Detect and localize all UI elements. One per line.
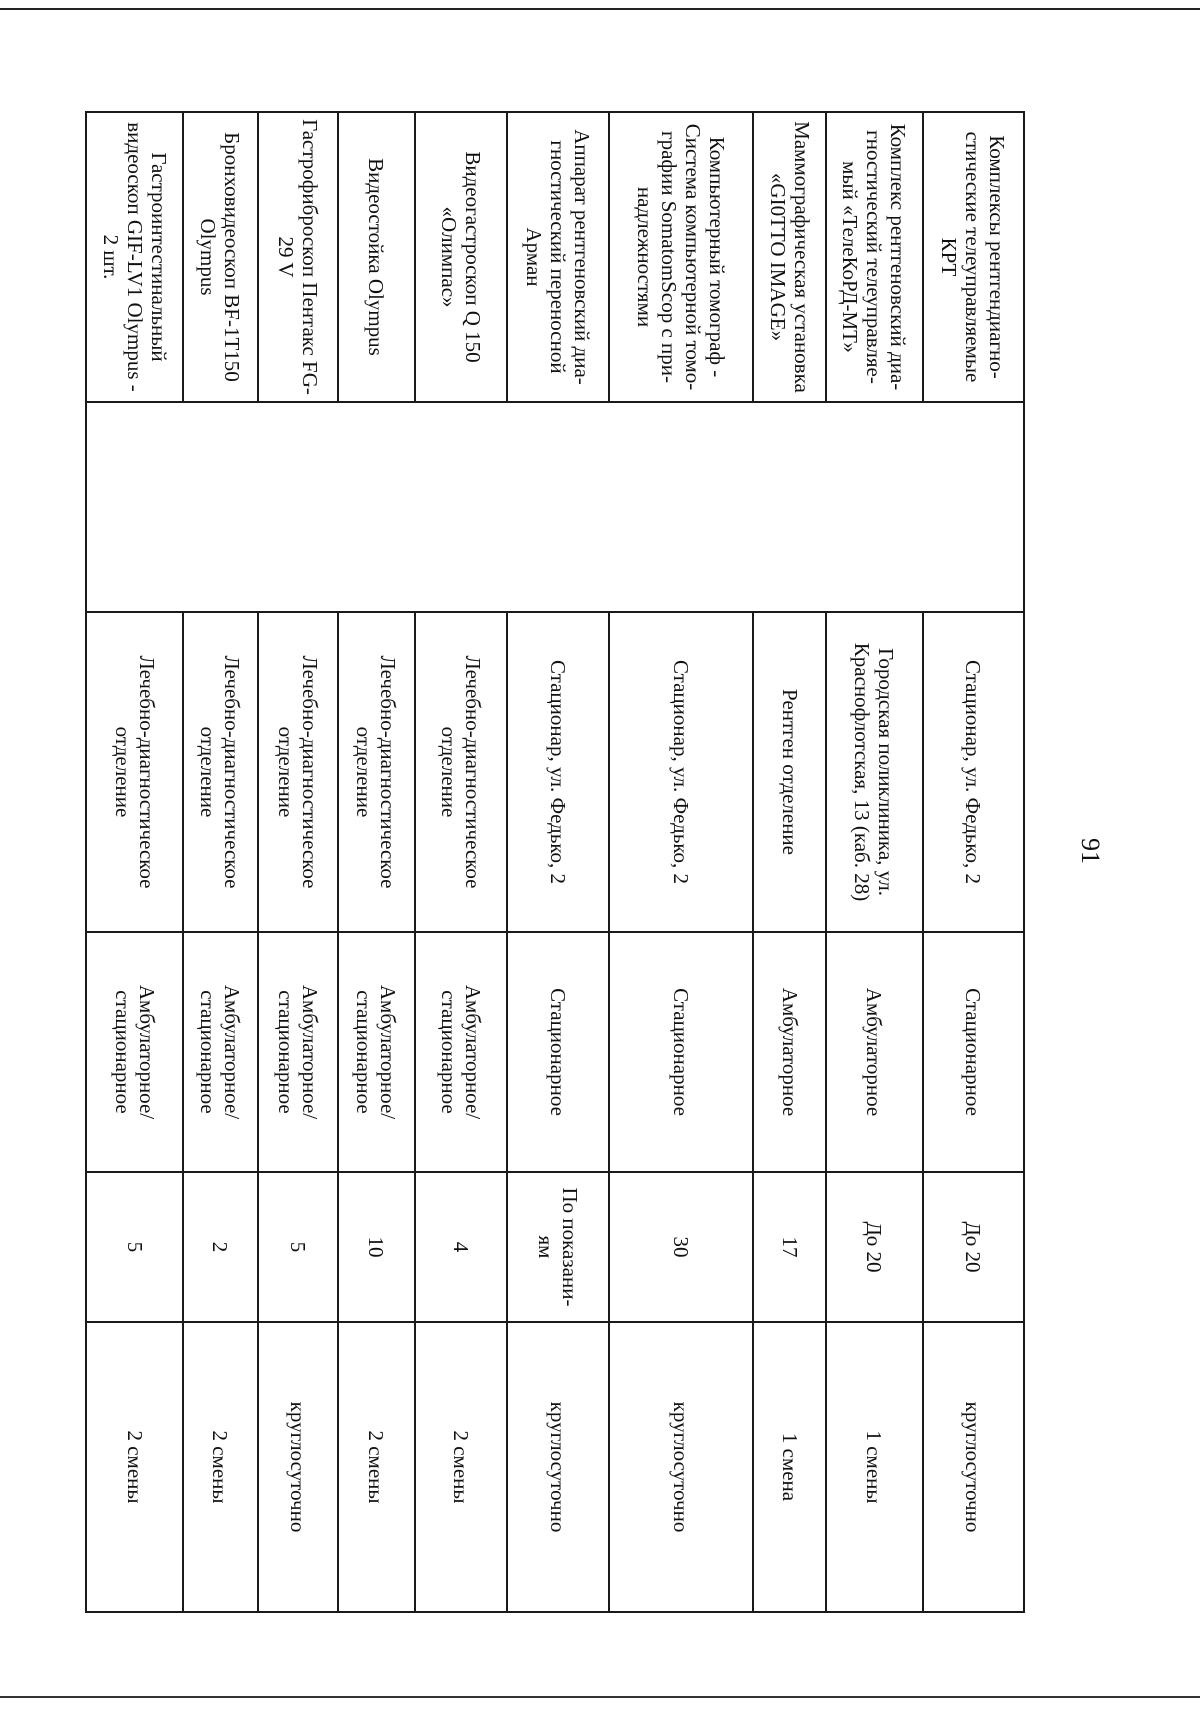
cell-equipment: Видеостойка Olympus xyxy=(338,112,414,402)
equipment-table xyxy=(85,111,1025,1613)
cell-care-type: Амбулаторное/ стационарное xyxy=(258,932,339,1172)
cell-shift: 1 смена xyxy=(753,1322,825,1612)
cell-capacity: 5 xyxy=(86,1172,183,1322)
cell-equipment: Маммографическая установка «GI0TTO IMAGE» xyxy=(753,112,825,402)
cell-equipment: Аппарат рентгеновский диа-гностический переносной Арман xyxy=(508,112,609,402)
cell-location: Стационар, ул. Федько, 2 xyxy=(923,612,1024,932)
cell-equipment: Гастрофиброскоп Пентакс FG-29 V xyxy=(258,112,339,402)
cell-shift: 2 смены xyxy=(415,1322,508,1612)
table-row xyxy=(508,112,609,1612)
cell-equipment: Компьютерный томограф - Система компьютерной томо-графии SomatomScop с при-надлежностями xyxy=(609,112,754,402)
cell-capacity: 4 xyxy=(415,1172,508,1322)
cell-shift: 2 смены xyxy=(338,1322,414,1612)
page-number: 91 xyxy=(1076,838,1105,864)
cell-location: Городская поликлиника, ул. Краснофлотская, 13 (каб. 28) xyxy=(826,612,923,932)
table-row xyxy=(258,112,339,1612)
cell-capacity: 30 xyxy=(609,1172,754,1322)
cell-shift: 1 смены xyxy=(826,1322,923,1612)
cell-shift: круглосуточно xyxy=(508,1322,609,1612)
cell-care-type: Стационарное xyxy=(609,932,754,1172)
cell-equipment: Комплекс рентгеновский диа-гностический телеуправляе-мый «ТелеКоРД-МТ» xyxy=(826,112,923,402)
table-row xyxy=(338,112,414,1612)
cell-equipment: Комплексы рентгендиагно-стические телеуправляемые КРТ xyxy=(923,112,1024,402)
cell-capacity: По показани-ям xyxy=(508,1172,609,1322)
cell-location: Лечебно-диагностическое отделение xyxy=(338,612,414,932)
cell-location: Лечебно-диагностическое отделение xyxy=(86,612,183,932)
cell-capacity: 5 xyxy=(258,1172,339,1322)
cell-care-type: Амбулаторное/ стационарное xyxy=(183,932,257,1172)
cell-capacity: 10 xyxy=(338,1172,414,1322)
cell-care-type: Стационарное xyxy=(923,932,1024,1172)
cell-capacity: До 20 xyxy=(826,1172,923,1322)
cell-location: Стационар, ул. Федько, 2 xyxy=(508,612,609,932)
table-row xyxy=(415,112,508,1612)
cell-equipment: Видеогастроскоп Q 150 «Олимпас» xyxy=(415,112,508,402)
cell-shift: 2 смены xyxy=(183,1322,257,1612)
cell-empty-column xyxy=(86,402,1024,612)
cell-shift: круглосуточно xyxy=(609,1322,754,1612)
cell-care-type: Амбулаторное/ стационарное xyxy=(338,932,414,1172)
cell-shift: 2 смены xyxy=(86,1322,183,1612)
bottom-rule xyxy=(0,1696,1200,1698)
cell-care-type: Стационарное xyxy=(508,932,609,1172)
cell-capacity: 2 xyxy=(183,1172,257,1322)
table-row xyxy=(183,112,257,1612)
cell-care-type: Амбулаторное/ стационарное xyxy=(86,932,183,1172)
cell-capacity: 17 xyxy=(753,1172,825,1322)
cell-location: Стационар, ул. Федько, 2 xyxy=(609,612,754,932)
table-row xyxy=(86,112,183,1612)
cell-capacity: До 20 xyxy=(923,1172,1024,1322)
cell-care-type: Амбулаторное xyxy=(826,932,923,1172)
cell-shift: круглосуточно xyxy=(923,1322,1024,1612)
cell-location: Лечебно-диагностическое отделение xyxy=(415,612,508,932)
cell-location: Лечебно-диагностическое отделение xyxy=(258,612,339,932)
top-rule xyxy=(0,8,1200,10)
cell-shift: круглосуточно xyxy=(258,1322,339,1612)
table-row xyxy=(923,112,1024,1612)
cell-location: Рентген отделение xyxy=(753,612,825,932)
table-row xyxy=(826,112,923,1612)
cell-care-type: Амбулаторное xyxy=(753,932,825,1172)
cell-equipment: Гастроинтестинальный видеоскоп GIF-LV1 Olympus - 2 шт. xyxy=(86,112,183,402)
table-row xyxy=(609,112,754,1612)
cell-location: Лечебно-диагностическое отделение xyxy=(183,612,257,932)
table-row xyxy=(753,112,825,1612)
cell-equipment: Бронховидеоскоп BF-1T150 Olympus xyxy=(183,112,257,402)
cell-care-type: Амбулаторное/ стационарное xyxy=(415,932,508,1172)
